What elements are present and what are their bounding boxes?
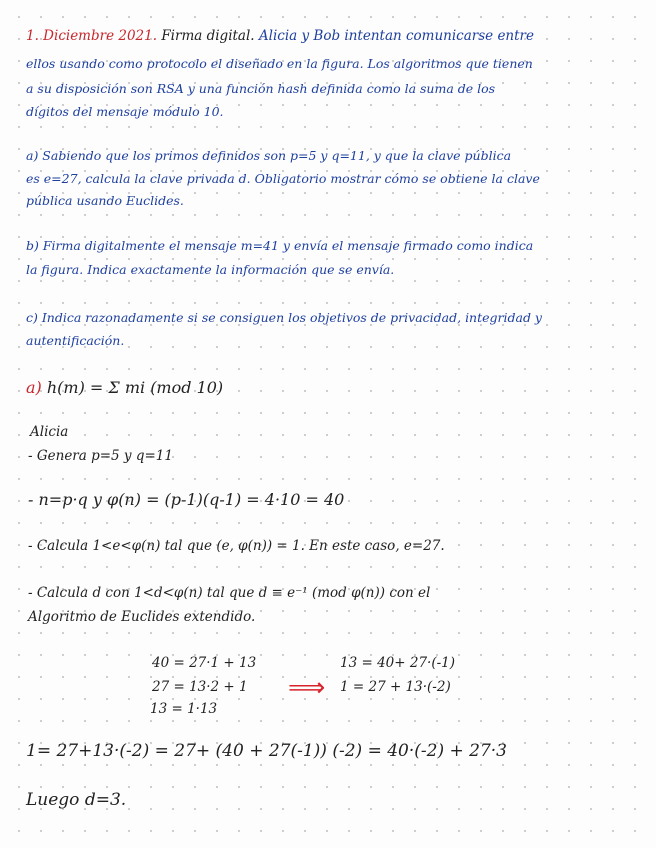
step-compute-phi: - n=p·q y φ(n) = (p-1)(q-1) = 4·10 = 40	[28, 490, 345, 509]
statement-line-3: a su disposición son RSA y una función hash definida como la suma de los	[26, 81, 496, 96]
euclid-division-1: 40 = 27·1 + 13	[152, 655, 257, 671]
step-choose-e: - Calcula 1<e<φ(n) tal que (e, φ(n)) = 1. En este caso, e=27.	[28, 538, 445, 554]
statement-line-1: Alicia y Bob intentan comunicarse entre	[258, 28, 534, 44]
part-b-line-1: b) Firma digitalmente el mensaje m=41 y envía el mensaje firmado como indica	[26, 238, 534, 253]
conclusion: Luego d=3.	[26, 790, 127, 810]
step-generate-primes: - Genera p=5 y q=11	[28, 448, 173, 464]
euclid-division-3: 13 = 1·13	[150, 701, 218, 717]
hash-definition-line	[26, 380, 223, 396]
statement-line-2: ellos usando como protocolo el diseñado en la figura. Los algoritmos que tienen	[26, 56, 533, 71]
implies-arrow-icon: ⟹	[288, 673, 326, 703]
statement-line-4: dígitos del mensaje módulo 10.	[26, 104, 224, 119]
euclid-back-2: 1 = 27 + 13·(-2)	[340, 679, 451, 695]
euclid-back-1: 13 = 40+ 27·(-1)	[340, 655, 456, 671]
step-euclid-label: Algoritmo de Euclides extendido.	[28, 609, 256, 625]
combined-equation: 1= 27+13·(-2) = 27+ (40 + 27(-1)) (-2) = 40·(-2) + 27·3	[26, 741, 507, 761]
part-a-line-2: es e=27, calcula la clave privada d. Obligatorio mostrar cómo se obtiene la clave	[26, 171, 540, 186]
part-a-line-1: a) Sabiendo que los primos definidos son p=5 y q=11, y que la clave pública	[26, 148, 512, 163]
part-a-line-3: pública usando Euclides.	[26, 193, 184, 208]
euclid-division-2: 27 = 13·2 + 1	[152, 679, 248, 695]
step-compute-d: - Calcula d con 1<d<φ(n) tal que d ≡ e⁻¹ (mod φ(n)) con el	[28, 585, 431, 601]
solution-part-label: a)	[26, 378, 42, 397]
alice-heading: Alicia	[30, 424, 69, 440]
problem-header-line	[26, 30, 534, 44]
part-b-line-2: la figura. Indica exactamente la información que se envía.	[26, 262, 395, 277]
part-c-line-2: autentificación.	[26, 333, 125, 348]
problem-title: Firma digital.	[161, 28, 255, 44]
hash-definition: h(m) = Σ mi (mod 10)	[46, 378, 224, 397]
problem-header: 1. Diciembre 2021.	[26, 28, 158, 44]
part-c-line-1: c) Indica razonadamente si se consiguen los objetivos de privacidad, integridad y	[26, 310, 542, 325]
